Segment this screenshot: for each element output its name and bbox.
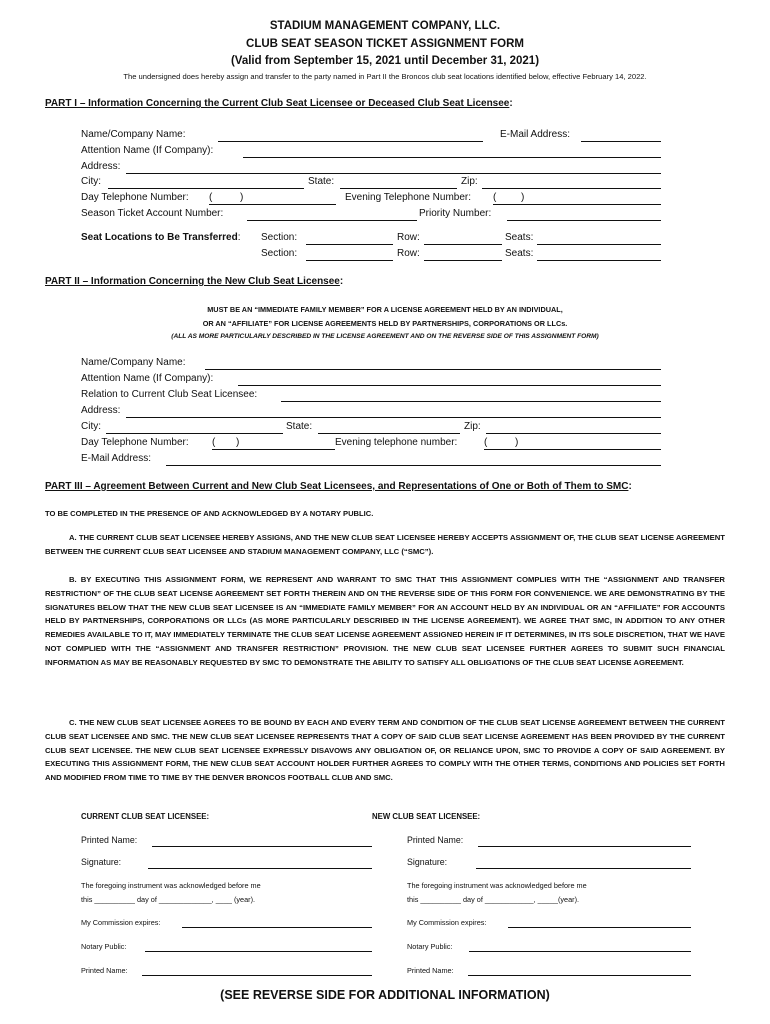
p2-evening-phone-paren-close: ) (515, 437, 519, 448)
p1-address-label: Address: (81, 161, 121, 172)
paragraph-b: B. BY EXECUTING THIS ASSIGNMENT FORM, WE REPRESENT AND WARRANT TO SMC THAT THIS ASSIGNMENT COMPLIES WITH THE “ASSIGNMENT AND TRANSFER RESTRICTION” OF THE CLUB SEAT LICENSE AGREEMENT SET FORTH THEREIN AND ON THE REVERSE SIDE OF THIS FORM FOR CONVENIENCE. WE ARE DEMONSTRATING BY THE SIGNATURES BELOW THAT THE NEW CLUB SEAT LICENSEE IS AN “IMMEDIATE FAMILY MEMBER” FOR AN ACCOUNT HELD BY AN INDIVIDUAL OR AN “AFFILIATE” FOR ACCOUNTS HELD BY PARTNERSHIPS, CORPORATIONS OR LLCs (AS MORE PARTICULARLY DESCRIBED IN THE LICENSE AGREEMENT). WE AGREE THAT SMC, IN ADDITION TO ANY OTHER REMEDIES AVAILABLE TO IT, MAY IMMEDIATELY TERMINATE THE CLUB SEAT LICENSE AGREEMENT ASSIGNED HEREIN IF IT DETERMINES, IN ITS SOLE DISCRETION, THAT WE HAVE NOT COMPLIED WITH THE “ASSIGNMENT AND TRANSFER RESTRICTION” PROVISION. THE NEW CLUB SEAT LICENSEE FURTHER AGREES TO SUBMIT SUCH FINANCIAL INFORMATION AS MAY BE REASONABLY REQUESTED BY SMC TO DEMONSTRATE THE ABILITY TO SATISFY ALL OBLIGATIONS OF THE CLUB SEAT LICENSE AGREEMENT. (45, 575, 725, 667)
new-notary-printed-name-field[interactable] (468, 975, 691, 976)
p2-email-field[interactable] (166, 465, 661, 466)
p1-city-field[interactable] (108, 188, 304, 189)
current-printed-name-label: Printed Name: (81, 835, 138, 845)
p1-seats-label-2: Seats: (505, 248, 534, 259)
p2-evening-phone-field[interactable] (484, 449, 661, 450)
p2-evening-phone-paren-open: ( (484, 437, 488, 448)
p2-address-field[interactable] (126, 417, 661, 418)
part1-title: PART I – Information Concerning the Current Club Seat Licensee or Deceased Club Seat Licensee (45, 98, 510, 109)
p1-attention-field[interactable] (243, 157, 661, 158)
new-ack-line1: The foregoing instrument was acknowledged before me (407, 881, 587, 890)
p1-row-label-2: Row: (397, 248, 420, 259)
p1-evening-phone-paren-open: ( (493, 192, 497, 203)
p2-relation-label: Relation to Current Club Seat Licensee: (81, 389, 258, 400)
current-signature-field[interactable] (148, 868, 372, 869)
p1-priority-field[interactable] (507, 220, 661, 221)
p2-state-field[interactable] (318, 433, 460, 434)
part3-title-suffix: : (628, 481, 632, 492)
p1-city-label: City: (81, 176, 101, 187)
p1-name-label: Name/Company Name: (81, 129, 186, 140)
current-ack-line1: The foregoing instrument was acknowledged before me (81, 881, 261, 890)
current-notary-printed-name-label: Printed Name: (81, 966, 128, 975)
part3-title: PART III – Agreement Between Current and New Club Seat Licensees, and Representations of One or Both of Them to SMC (45, 481, 629, 492)
p1-state-label: State: (308, 176, 335, 187)
notary-notice: TO BE COMPLETED IN THE PRESENCE OF AND ACKNOWLEDGED BY A NOTARY PUBLIC. (45, 509, 374, 518)
p2-day-phone-paren-close: ) (236, 437, 240, 448)
p1-section-label-1: Section: (261, 232, 298, 243)
current-printed-name-field[interactable] (152, 846, 372, 847)
p2-zip-label: Zip: (464, 421, 481, 432)
p2-attention-label: Attention Name (If Company): (81, 373, 214, 384)
form-title: CLUB SEAT SEASON TICKET ASSIGNMENT FORM (246, 38, 524, 50)
current-signature-label: Signature: (81, 857, 122, 867)
p1-seat-locations-suffix: : (237, 232, 241, 243)
p1-priority-label: Priority Number: (419, 208, 492, 219)
new-printed-name-field[interactable] (478, 846, 691, 847)
current-notary-printed-name-field[interactable] (142, 975, 372, 976)
p2-address-label: Address: (81, 405, 121, 416)
p1-attention-label: Attention Name (If Company): (81, 145, 214, 156)
p1-account-label: Season Ticket Account Number: (81, 208, 224, 219)
p1-zip-label: Zip: (461, 176, 478, 187)
p1-day-phone-field[interactable] (209, 204, 336, 205)
p1-address-field[interactable] (126, 173, 661, 174)
company-name: STADIUM MANAGEMENT COMPANY, LLC. (269, 20, 501, 32)
p1-seat-locations-label (81, 232, 241, 243)
part3-heading (45, 481, 632, 492)
p1-day-phone-paren-close: ) (240, 192, 244, 203)
p1-seat-locations-title: Seat Locations to Be Transferred (81, 232, 238, 243)
paragraph-c: C. THE NEW CLUB SEAT LICENSEE AGREES TO BE BOUND BY EACH AND EVERY TERM AND CONDITION OF THE CLUB SEAT LICENSE AGREEMENT BETWEEN THE CURRENT CLUB SEAT LICENSEE AND SMC. THE NEW CLUB SEAT LICENSEE REPRESENTS THAT A COPY OF SAID CLUB SEAT LICENSE AGREEMENT HAS BEEN PROVIDED BY THE CURRENT CLUB SEAT LICENSEE. THE NEW CLUB SEAT LICENSEE EXPRESSLY DISAVOWS ANY OBLIGATION OF, OR RELIANCE UPON, SMC TO PROVIDE A COPY OF SAID AGREEMENT. BY EXECUTING THIS ASSIGNMENT FORM, THE NEW CLUB SEAT ACCOUNT HOLDER FURTHER AGREES TO COMPLY WITH THE OTHER TERMS, CONDITIONS AND POLICIES SET FORTH AND MODIFIED FROM TIME TO TIME BY THE DENVER BRONCOS FOOTBALL CLUB AND SMC. (45, 718, 725, 783)
part1-heading (45, 98, 513, 109)
intro-statement: The undersigned does hereby assign and transfer to the party named in Part II the Broncos club seat locations identified below, effective February 14, 2022. (123, 72, 647, 81)
p2-day-phone-label: Day Telephone Number: (81, 437, 189, 448)
new-notary-label: Notary Public: (407, 942, 453, 951)
current-ack-line2: this __________ day of _____________, ____ (year). (81, 895, 256, 904)
p1-evening-phone-field[interactable] (493, 204, 661, 205)
p1-section-label-2: Section: (261, 248, 298, 259)
p2-name-label: Name/Company Name: (81, 357, 186, 368)
part2-heading (45, 276, 343, 287)
p1-row-label-1: Row: (397, 232, 420, 243)
p2-relation-field[interactable] (281, 401, 661, 402)
part2-notice-line1: MUST BE AN “IMMEDIATE FAMILY MEMBER” FOR A LICENSE AGREEMENT HELD BY AN INDIVIDUAL, (207, 305, 563, 314)
p1-evening-phone-paren-close: ) (521, 192, 525, 203)
p1-evening-phone-label: Evening Telephone Number: (345, 192, 472, 203)
p1-row-field-1[interactable] (424, 244, 502, 245)
current-notary-label: Notary Public: (81, 942, 127, 951)
p2-email-label: E-Mail Address: (81, 453, 152, 464)
p2-evening-phone-label: Evening telephone number: (335, 437, 458, 448)
p2-state-label: State: (286, 421, 313, 432)
reverse-side-notice: (SEE REVERSE SIDE FOR ADDITIONAL INFORMATION) (220, 988, 550, 1002)
current-licensee-heading: CURRENT CLUB SEAT LICENSEE: (81, 812, 210, 821)
validity-period: (Valid from September 15, 2021 until December 31, 2021) (230, 55, 540, 67)
p1-row-field-2[interactable] (424, 260, 502, 261)
p1-account-field[interactable] (247, 220, 417, 221)
new-commission-field[interactable] (508, 927, 691, 928)
new-notary-printed-name-label: Printed Name: (407, 966, 454, 975)
part2-title-suffix: : (339, 276, 344, 287)
p1-section-field-2[interactable] (306, 260, 393, 261)
p2-day-phone-paren-open: ( (212, 437, 216, 448)
p1-email-label: E-Mail Address: (500, 129, 571, 140)
new-commission-label: My Commission expires: (407, 918, 487, 927)
p1-zip-field[interactable] (482, 188, 661, 189)
part2-title: PART II – Information Concerning the New Club Seat Licensee (45, 276, 340, 287)
p1-seats-label-1: Seats: (505, 232, 534, 243)
p2-name-field[interactable] (205, 369, 661, 370)
current-commission-field[interactable] (182, 927, 372, 928)
part1-title-suffix: : (509, 98, 513, 109)
p2-city-label: City: (81, 421, 101, 432)
p1-state-field[interactable] (340, 188, 457, 189)
p1-day-phone-paren-open: ( (209, 192, 213, 203)
paragraph-a: A. THE CURRENT CLUB SEAT LICENSEE HEREBY ASSIGNS, AND THE NEW CLUB SEAT LICENSEE HEREBY ACCEPTS ASSIGNMENT OF, THE CLUB SEAT LICENSE AGREEMENT BETWEEN THE CURRENT CLUB SEAT LICENSEE AND STADIUM MANAGEMENT COMPANY, LLC (“SMC”). (45, 533, 725, 556)
new-notary-field[interactable] (469, 951, 691, 952)
p1-name-field[interactable] (218, 141, 483, 142)
new-signature-field[interactable] (476, 868, 691, 869)
p1-day-phone-label: Day Telephone Number: (81, 192, 189, 203)
new-ack-line2: this __________ day of ____________, _____(year). (407, 895, 580, 904)
p2-day-phone-field[interactable] (212, 449, 335, 450)
p2-zip-field[interactable] (486, 433, 661, 434)
new-licensee-heading: NEW CLUB SEAT LICENSEE: (372, 812, 481, 821)
current-commission-label: My Commission expires: (81, 918, 161, 927)
p2-city-field[interactable] (106, 433, 283, 434)
p1-seats-field-1[interactable] (537, 244, 661, 245)
current-notary-field[interactable] (145, 951, 372, 952)
p1-seats-field-2[interactable] (537, 260, 661, 261)
p1-email-field[interactable] (581, 141, 661, 142)
new-printed-name-label: Printed Name: (407, 835, 464, 845)
new-signature-label: Signature: (407, 857, 448, 867)
part2-notice-line3: (ALL AS MORE PARTICULARLY DESCRIBED IN THE LICENSE AGREEMENT AND ON THE REVERSE SIDE OF THIS ASSIGNMENT FORM) (171, 333, 599, 340)
p2-attention-field[interactable] (238, 385, 661, 386)
part2-notice-line2: OR AN “AFFILIATE” FOR LICENSE AGREEMENTS HELD BY PARTNERSHIPS, CORPORATIONS OR LLCs. (202, 319, 568, 328)
p1-section-field-1[interactable] (306, 244, 393, 245)
